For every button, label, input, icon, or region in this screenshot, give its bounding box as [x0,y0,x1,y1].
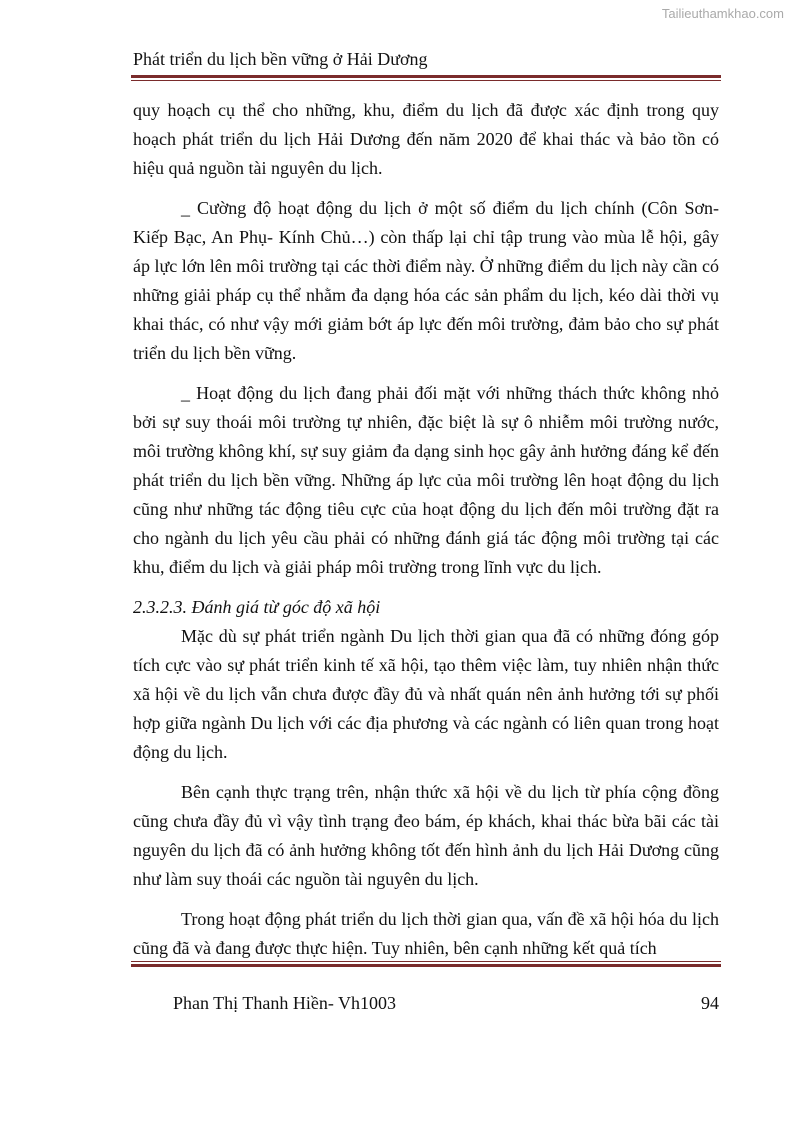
paragraph-socialization: Trong hoạt động phát triển du lịch thời gian qua, vấn đề xã hội hóa du lịch cũng đã và đang được thực hiện. Tuy nhiên, bên cạnh những kết quả tích [133,909,719,958]
page-body [133,96,719,963]
paragraph-social-awareness: Mặc dù sự phát triển ngành Du lịch thời gian qua đã có những đóng góp tích cực vào sự phát triển kinh tế xã hội, tạo thêm việc làm, tuy nhiên nhận thức xã hội về du lịch vẫn chưa được đầy đủ và nhất quán nên ảnh hưởng tới sự phối hợp giữa ngành Du lịch với các địa phương và các ngành có liên quan trong hoạt động du lịch. [133,626,719,762]
footer-rule-thin [131,961,721,962]
paragraph-challenges: _ Hoạt động du lịch đang phải đối mặt với những thách thức không nhỏ bởi sự suy thoái môi trường tự nhiên, đặc biệt là sự ô nhiễm môi trường nước, môi trường không khí, sự suy giảm đa dạng sinh học gây ảnh hưởng đáng kể đến phát triển du lịch bền vững. Những áp lực của môi trường lên hoạt động du lịch cũng như những tác động tiêu cực của hoạt động du lịch đến môi trường đặt ra cho ngành du lịch yêu cầu phải có những đánh giá tác động môi trường tại các khu, điểm du lịch và giải pháp môi trường trong lĩnh vực du lịch. [133,383,719,577]
section-heading: 2.3.2.3. Đánh giá từ góc độ xã hội [133,597,381,617]
paragraph-intensity: _ Cường độ hoạt động du lịch ở một số điểm du lịch chính (Côn Sơn- Kiếp Bạc, An Phụ- Kính Chủ…) còn thấp lại chỉ tập trung vào mùa lễ hội, gây áp lực lớn lên môi trường tại các thời điểm này. Ở những điểm du lịch này cần có những giải pháp cụ thể nhằm đa dạng hóa các sản phẩm du lịch, kéo dài thời vụ khai thác, có như vậy mới giảm bớt áp lực đến môi trường, đảm bảo cho sự phát triển du lịch bền vững. [133,198,720,363]
header-rule-thick [131,75,721,78]
footer-rule-thick [131,964,721,967]
page-number: 94 [701,993,719,1013]
footer-author: Phan Thị Thanh Hiền- Vh1003 [173,993,396,1013]
watermark: Tailieuthamkhao.com [661,6,784,21]
paragraph-community: Bên cạnh thực trạng trên, nhận thức xã hội về du lịch từ phía cộng đồng cũng chưa đầy đủ vì vậy tình trạng đeo bám, ép khách, khai thác bừa bãi các tài nguyên du lịch đã có ảnh hưởng không tốt đến hình ảnh du lịch Hải Dương cũng như làm suy thoái các nguồn tài nguyên du lịch. [133,782,719,889]
running-header-title: Phát triển du lịch bền vững ở Hải Dương [133,49,428,69]
paragraph-continuation: quy hoạch cụ thể cho những, khu, điểm du lịch đã được xác định trong quy hoạch phát triển du lịch Hải Dương đến năm 2020 để khai thác và bảo tồn có hiệu quả nguồn tài nguyên du lịch. [133,100,719,178]
header-rule-thin [131,80,721,81]
